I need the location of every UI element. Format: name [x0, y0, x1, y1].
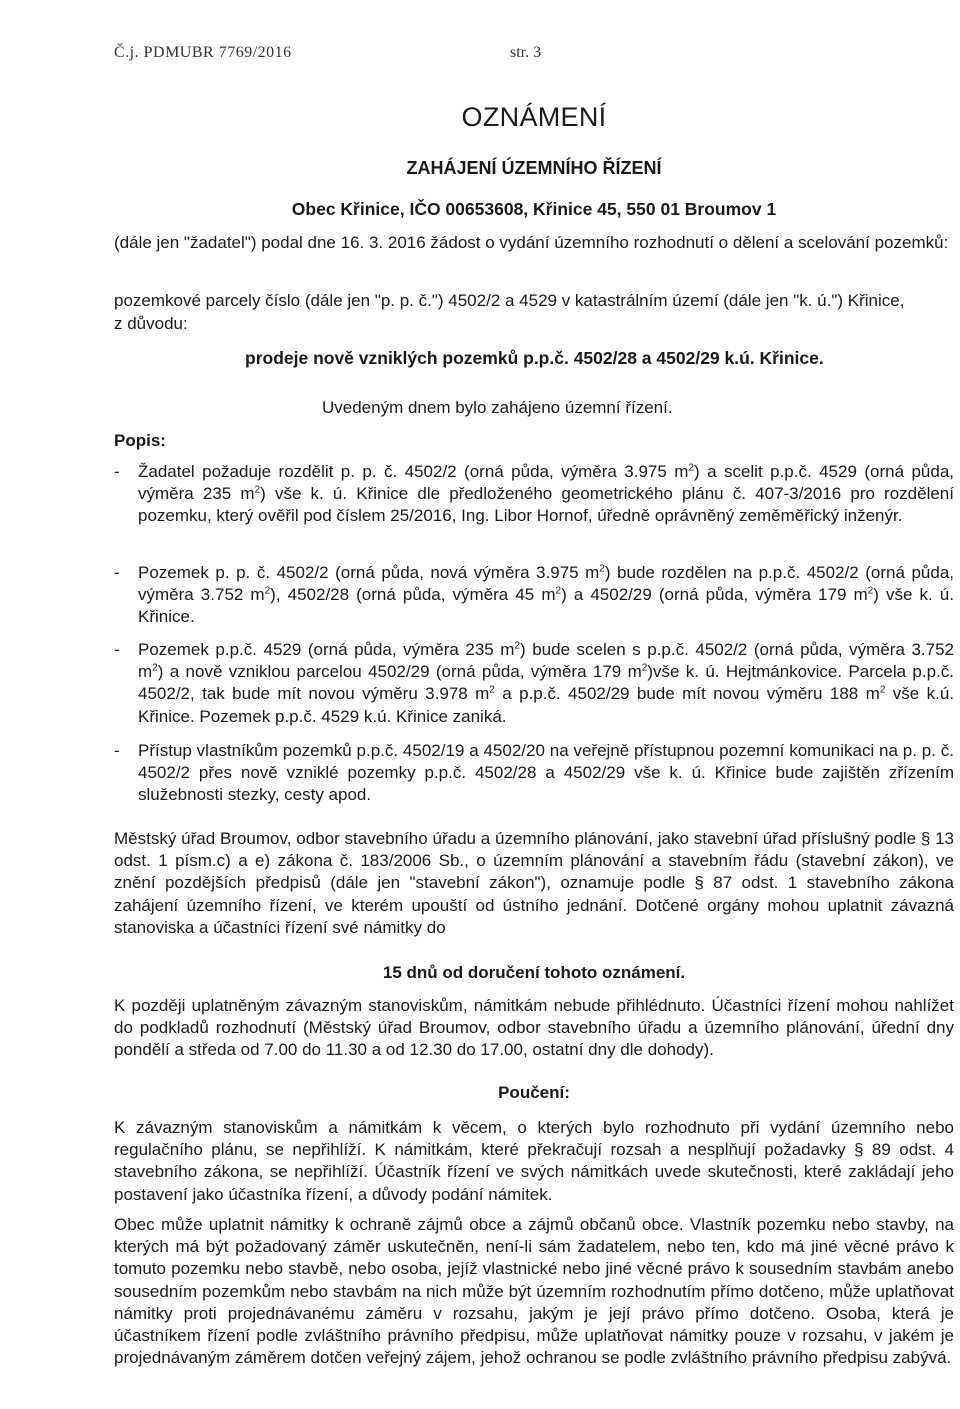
- list-item: - Pozemek p.p.č. 4529 (orná půda, výměra 235 $m^2$) bude scelen s p.p.č. 4502/2 (orná půda, výměra 3.752 $m^2$) a nově vzniklou parcelou 4502/29 (orná půda, výměra 179 $m^2)vše$ k. ú. Hejtmánkovice. Parcela p.p.č. 4502/2, tak bude mít novou výměru 3.978 $m^2$ a p.p.č. 4502/29 bude mít novou výměru 188 $m^2$ vše k.ú. Křinice. Pozemek p.p.č. 4529 k.ú. Křinice zaniká.: [114, 640, 955, 726]
- list-item: - Žadatel požaduje rozdělit p. p. č. 4502/2 (orná půda, výměra 3.975 $m^2$) a scelit p.p.č. 4529 (orná půda, výměra 235 $m^2$) vše k. ú. Křinice dle předloženého geometrického plánu č. 407-3/2016 pro rozdělení pozemku, který ověřil pod číslem 25/2016, Ing. Libor Hornof, úředně oprávněný zeměměřický inženýr.: [114, 462, 955, 526]
- document-subtitle: ZAHÁJENÍ ÚZEMNÍHO ŘÍZENÍ: [406, 158, 662, 178]
- reason-label: z důvodu:: [114, 314, 188, 333]
- page-number: str. 3: [510, 44, 542, 61]
- intro-paragraph: (dále jen "žadatel") podal dne 16. 3. 2016 žádost o vydání územního rozhodnutí o dělení a scelování pozemků:: [114, 233, 949, 252]
- list-item: - Pozemek p. p. č. 4502/2 (orná půda, nová výměra 3.975 $m^2$) bude rozdělen na p.p.č. 4502/2 (orná půda, výměra 3.752 $m^2$), 4502/28 (orná půda, výměra 45 $m^2$) a 4502/29 (orná půda, výměra 179 $m^2$) vše k. ú. Křinice.: [114, 563, 954, 627]
- popis-label: Popis:: [114, 431, 166, 450]
- list-item: - Přístup vlastníkům pozemků p.p.č. 4502/19 a 4502/20 na veřejně přístupnou pozemní komunikaci na p. p. č. 4502/2 přes nově vzniklé pozemky p.p.č. 4502/28 a 4502/29 vše k. ú. Křinice bude zajištěn zřízením služebnosti stezky, cesty apod.: [114, 741, 954, 805]
- reference-number: Č.j. PDMUBR 7769/2016: [114, 44, 292, 61]
- office-paragraph: Městský úřad Broumov, odbor stavebního úřadu a územního plánování, jako stavební úřad příslušný podle § 13 odst. 1 písm.c) a e) zákona č. 183/2006 Sb., o územním plánování a stavebním řádu (stavební zákon), ve znění pozdějších předpisů (dále jen "stavební zákon"), oznamuje podle § 87 odst. 1 stavebního zákona zahájení územního řízení, ve kterém upouští od ústního jednání. Dotčené orgány mohou uplatnit závazná stanoviska a účastníci řízení své námitky do: [114, 829, 954, 937]
- list-dash: -: [114, 462, 120, 481]
- list-dash: -: [114, 640, 120, 659]
- late-objections-paragraph: K později uplatněným závazným stanoviskům, námitkám nebude přihlédnuto. Účastníci řízení mohou nahlížet do podkladů rozhodnutí (Městský úřad Broumov, odbor stavebního úřadu a územního plánování, úřední dny pondělí a středa od 7.00 do 11.30 a od 12.30 do 17.00, ostatní dny dle dohody).: [114, 996, 954, 1060]
- pouceni-heading: Poučení:: [498, 1083, 570, 1102]
- list-dash: -: [114, 741, 120, 760]
- parcels-paragraph: pozemkové parcely číslo (dále jen "p. p. č.") 4502/2 a 4529 v katastrálním území (dále jen "k. ú.") Křinice,: [114, 291, 905, 310]
- initiated-text: Uvedeným dnem bylo zahájeno územní řízení.: [322, 398, 673, 417]
- deadline-text: 15 dnů od doručení tohoto oznámení.: [382, 963, 686, 982]
- obec-paragraph: Obec může uplatnit námitky k ochraně zájmů obce a zájmů občanů obce. Vlastník pozemku nebo stavby, na kterých má být požadovaný záměr uskutečněn, není-li sám žadatelem, nebo ten, kdo má jiné věcné právo k tomuto pozemku nebo stavbě, nebo osoba, jejíž vlastnické nebo jiné věcné právo k sousedním stavbám anebo sousedním pozemkům nebo stavbám na nich může být územním rozhodnutím přímo dotčeno, může uplatňovat námitky proti projednávanému záměru v rozsahu, jakým je její právo přímo dotčeno. Osoba, která je účastníkem řízení podle zvláštního právního předpisu, může uplatňovat námitky pouze v rozsahu, v jakém je projednávaným záměrem dotčen veřejný zájem, jehož ochranou se podle zvláštního právního předpisu zabývá.: [114, 1215, 954, 1368]
- list-dash: -: [114, 563, 120, 582]
- reason-text: prodeje nově vzniklých pozemků p.p.č. 4502/28 a 4502/29 k.ú. Křinice.: [245, 348, 824, 368]
- pouceni-paragraph: K závazným stanoviskům a námitkám k věcem, o kterých bylo rozhodnuto při vydání územního nebo regulačního plánu, se nepřihlíží. K námitkám, které překračují rozsah a nesplňují požadavky § 89 odst. 4 stavebního zákona, se nepřihlíží. Účastník řízení ve svých námitkách uvede skutečnosti, které zakládají jeho postavení jako účastníka řízení, a důvody podání námitek.: [114, 1118, 954, 1204]
- document-title: OZNÁMENÍ: [461, 102, 607, 132]
- applicant-line: Obec Křinice, IČO 00653608, Křinice 45, 550 01 Broumov 1: [291, 199, 777, 219]
